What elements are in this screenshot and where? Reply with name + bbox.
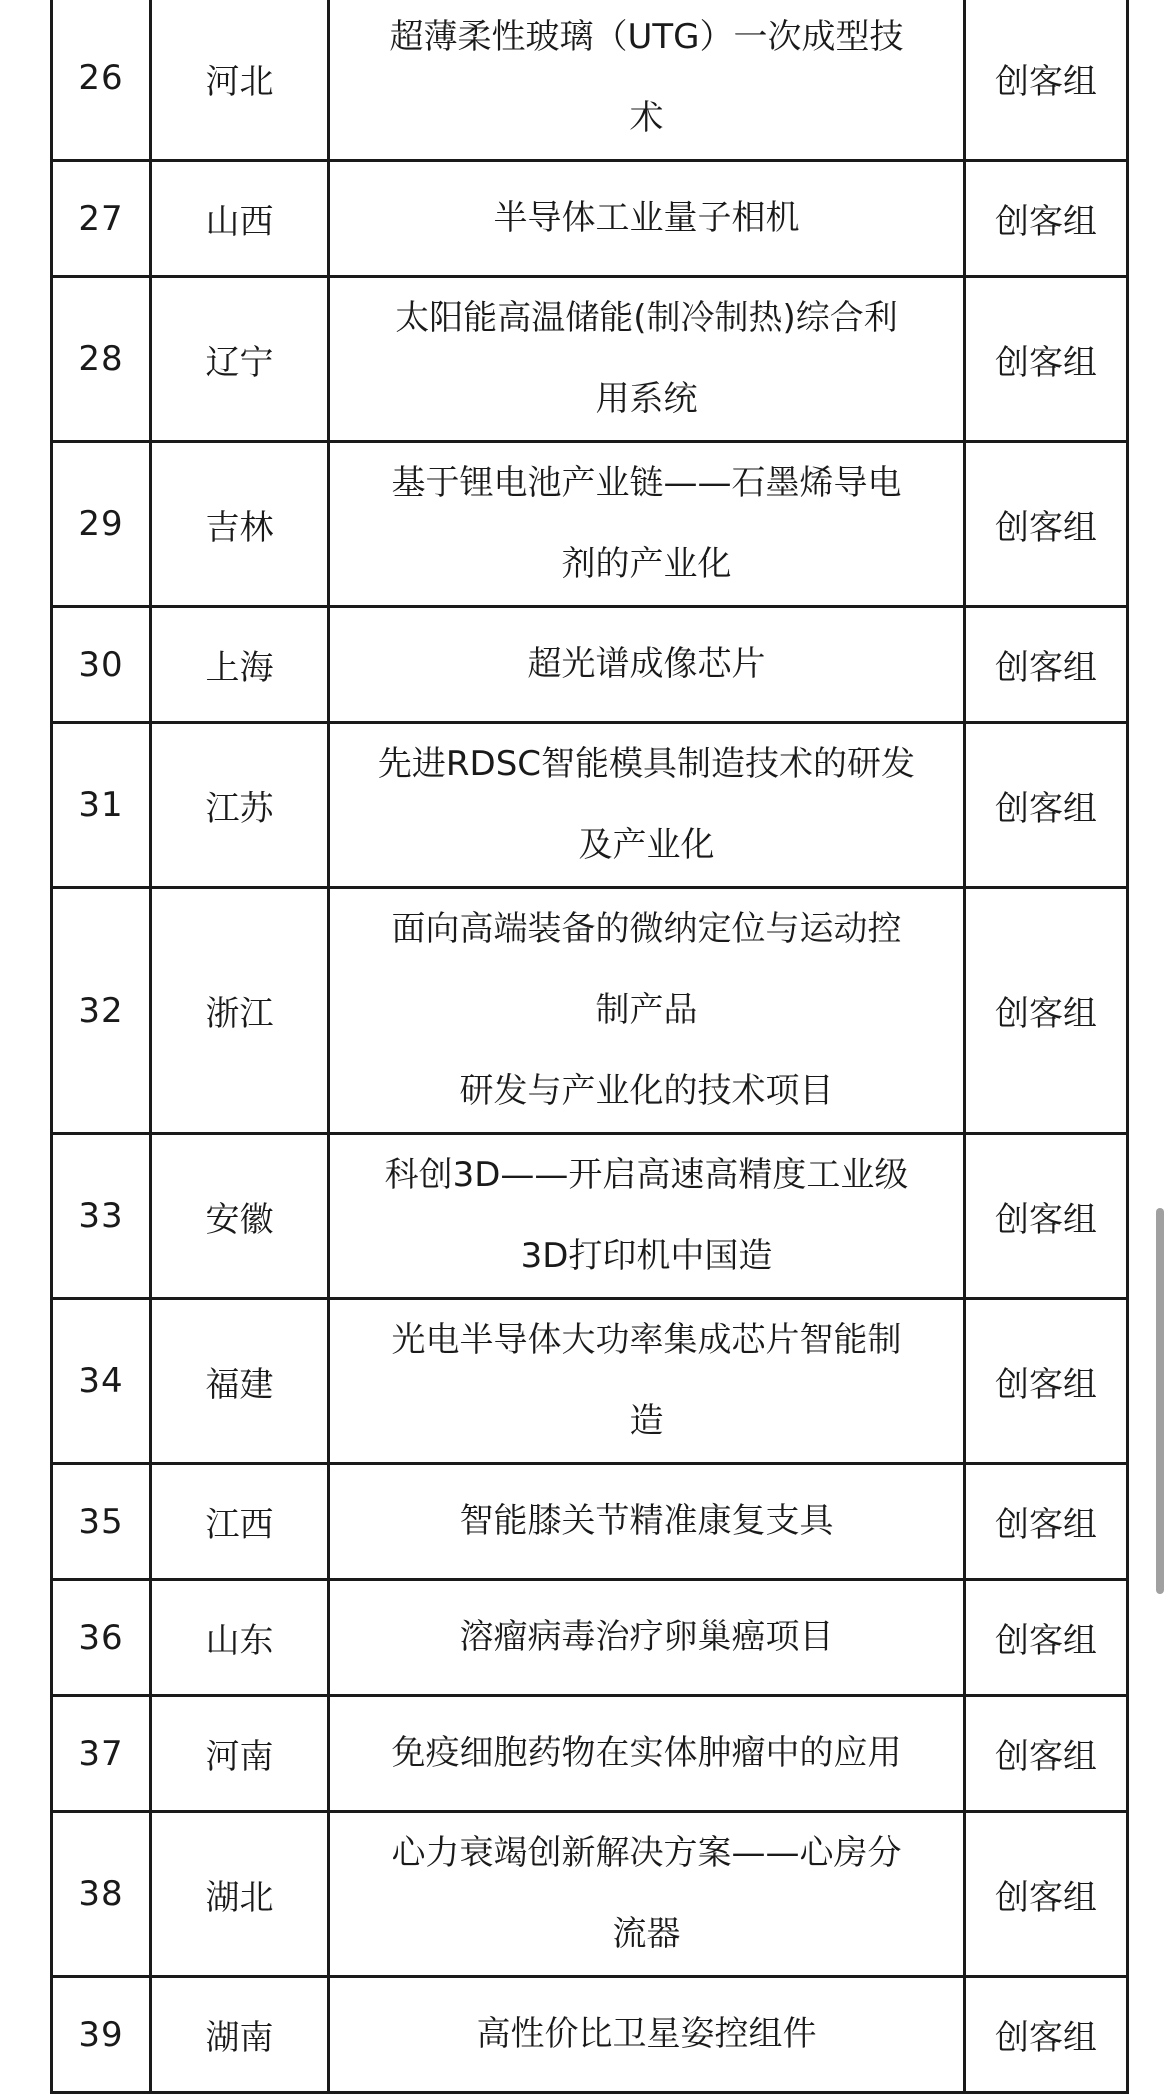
project-name-line: 流器 bbox=[612, 1914, 681, 1954]
group-cell: 创客组 bbox=[965, 0, 1128, 161]
project-name-cell bbox=[329, 1134, 965, 1299]
project-name-line: 智能膝关节精准康复支具 bbox=[459, 1501, 834, 1541]
row-number-cell: 37 bbox=[52, 1696, 151, 1812]
group-cell: 创客组 bbox=[965, 1134, 1128, 1299]
province-cell: 江西 bbox=[151, 1464, 329, 1580]
project-name-line: 3D打印机中国造 bbox=[520, 1236, 773, 1276]
table-row bbox=[52, 1464, 1128, 1580]
province-cell: 福建 bbox=[151, 1299, 329, 1464]
row-number-cell: 27 bbox=[52, 161, 151, 277]
project-name-line: 半导体工业量子相机 bbox=[493, 198, 800, 238]
table-row bbox=[52, 161, 1128, 277]
group-cell: 创客组 bbox=[965, 607, 1128, 723]
project-name-line: 剂的产业化 bbox=[561, 544, 732, 584]
row-number-cell: 33 bbox=[52, 1134, 151, 1299]
group-cell: 创客组 bbox=[965, 1580, 1128, 1696]
row-number-cell: 36 bbox=[52, 1580, 151, 1696]
vertical-scrollbar[interactable] bbox=[1156, 1208, 1164, 1594]
table-row bbox=[52, 1977, 1128, 2093]
group-cell: 创客组 bbox=[965, 1464, 1128, 1580]
group-cell: 创客组 bbox=[965, 442, 1128, 607]
project-name-line: 研发与产业化的技术项目 bbox=[459, 1071, 834, 1111]
group-cell: 创客组 bbox=[965, 277, 1128, 442]
project-name-cell bbox=[329, 1580, 965, 1696]
project-name-line: 造 bbox=[629, 1401, 664, 1441]
table-row bbox=[52, 607, 1128, 723]
project-name-cell bbox=[329, 442, 965, 607]
group-cell: 创客组 bbox=[965, 1299, 1128, 1464]
group-cell: 创客组 bbox=[965, 1977, 1128, 2093]
group-cell: 创客组 bbox=[965, 1696, 1128, 1812]
project-name-line: 先进RDSC智能模具制造技术的研发 bbox=[377, 744, 916, 784]
project-name-cell bbox=[329, 1977, 965, 2093]
project-name-line: 溶瘤病毒治疗卵巢癌项目 bbox=[459, 1617, 834, 1657]
table-row bbox=[52, 1812, 1128, 1977]
table-row bbox=[52, 277, 1128, 442]
project-name-line: 高性价比卫星姿控组件 bbox=[476, 2014, 817, 2054]
project-name-line: 超光谱成像芯片 bbox=[527, 644, 766, 684]
project-name-cell bbox=[329, 1812, 965, 1977]
project-name-line: 术 bbox=[629, 98, 664, 138]
project-name-line: 超薄柔性玻璃（UTG）一次成型技 bbox=[389, 17, 904, 57]
row-number-cell: 30 bbox=[52, 607, 151, 723]
row-number-cell: 34 bbox=[52, 1299, 151, 1464]
table-row bbox=[52, 1299, 1128, 1464]
project-name-cell bbox=[329, 0, 965, 161]
table-row bbox=[52, 1580, 1128, 1696]
row-number-cell: 32 bbox=[52, 888, 151, 1134]
province-cell: 山西 bbox=[151, 161, 329, 277]
row-number-cell: 38 bbox=[52, 1812, 151, 1977]
row-number-cell: 29 bbox=[52, 442, 151, 607]
project-name-line: 光电半导体大功率集成芯片智能制 bbox=[391, 1320, 902, 1360]
group-cell: 创客组 bbox=[965, 161, 1128, 277]
row-number-cell: 26 bbox=[52, 0, 151, 161]
table-row bbox=[52, 1134, 1128, 1299]
province-cell: 安徽 bbox=[151, 1134, 329, 1299]
group-cell: 创客组 bbox=[965, 723, 1128, 888]
project-name-cell bbox=[329, 723, 965, 888]
province-cell: 河南 bbox=[151, 1696, 329, 1812]
province-cell: 吉林 bbox=[151, 442, 329, 607]
project-name-line: 太阳能高温储能(制冷制热)综合利 bbox=[395, 298, 898, 338]
project-list-table bbox=[50, 0, 1129, 2094]
province-cell: 湖南 bbox=[151, 1977, 329, 2093]
project-name-cell bbox=[329, 607, 965, 723]
project-name-cell bbox=[329, 161, 965, 277]
table-row bbox=[52, 442, 1128, 607]
project-name-cell bbox=[329, 1696, 965, 1812]
table-row bbox=[52, 888, 1128, 1134]
table-body bbox=[52, 0, 1128, 2093]
province-cell: 湖北 bbox=[151, 1812, 329, 1977]
project-name-line: 免疫细胞药物在实体肿瘤中的应用 bbox=[391, 1733, 902, 1773]
table-row bbox=[52, 0, 1128, 161]
table-row bbox=[52, 723, 1128, 888]
project-name-line: 用系统 bbox=[595, 379, 698, 419]
province-cell: 河北 bbox=[151, 0, 329, 161]
row-number-cell: 28 bbox=[52, 277, 151, 442]
project-name-cell bbox=[329, 888, 965, 1134]
group-cell: 创客组 bbox=[965, 888, 1128, 1134]
project-name-cell bbox=[329, 1464, 965, 1580]
table-row bbox=[52, 1696, 1128, 1812]
province-cell: 浙江 bbox=[151, 888, 329, 1134]
group-cell: 创客组 bbox=[965, 1812, 1128, 1977]
province-cell: 上海 bbox=[151, 607, 329, 723]
project-name-line: 面向高端装备的微纳定位与运动控 bbox=[391, 909, 902, 949]
project-name-cell bbox=[329, 277, 965, 442]
row-number-cell: 35 bbox=[52, 1464, 151, 1580]
province-cell: 江苏 bbox=[151, 723, 329, 888]
project-name-cell bbox=[329, 1299, 965, 1464]
row-number-cell: 31 bbox=[52, 723, 151, 888]
province-cell: 山东 bbox=[151, 1580, 329, 1696]
row-number-cell: 39 bbox=[52, 1977, 151, 2093]
project-name-line: 科创3D——开启高速高精度工业级 bbox=[384, 1155, 909, 1195]
project-name-line: 心力衰竭创新解决方案——心房分 bbox=[391, 1833, 902, 1873]
project-name-line: 基于锂电池产业链——石墨烯导电 bbox=[391, 463, 902, 503]
province-cell: 辽宁 bbox=[151, 277, 329, 442]
project-name-line: 及产业化 bbox=[578, 825, 715, 865]
project-name-line: 制产品 bbox=[595, 990, 698, 1030]
